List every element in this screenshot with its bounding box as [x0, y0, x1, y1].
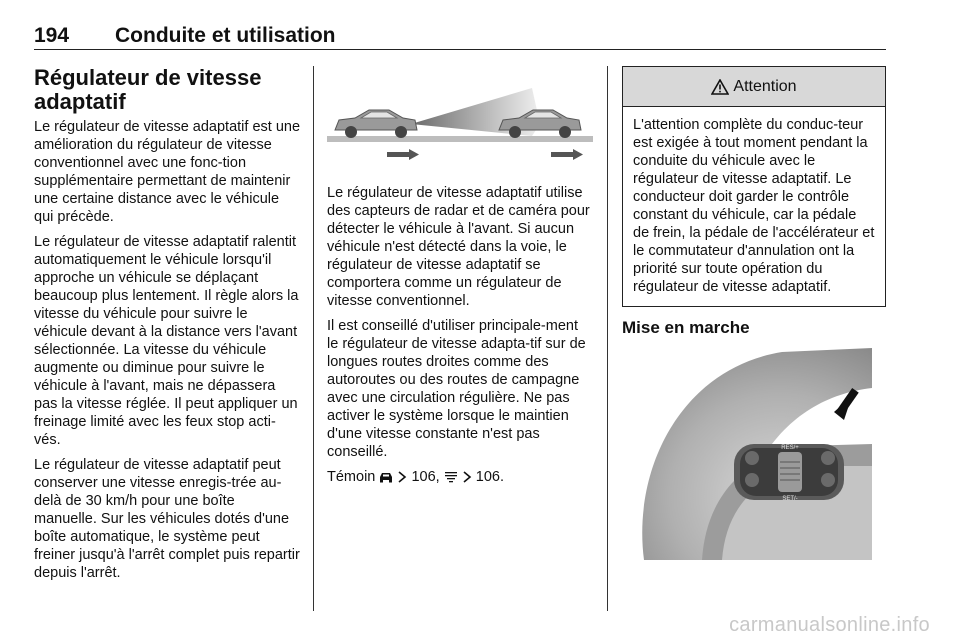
- res-label: RES/+: [781, 445, 799, 451]
- temoin-label: Témoin: [327, 469, 376, 485]
- distance-button[interactable]: [821, 451, 835, 465]
- attention-text: L'attention complète du conduc-teur est exigée à tout moment pendant la conduite du véhicule avec le régulateur de vitesse adaptatif. Le conducteur doit garder le contrôle constant du véhicule, car la pédale de frein, la pédale de l'accélérateur et le commutateur d'annulation ont la priorité sur toute opération du régulateur de vitesse adaptatif.: [633, 117, 875, 295]
- direction-arrow: [551, 149, 583, 160]
- adaptive-cruise-illustration: [327, 66, 593, 172]
- paragraph: Le régulateur de vitesse adaptatif ralentit automatiquement le véhicule lorsqu'il approche un véhicule se déplaçant beaucoup plus lentement. Il règle alors la vitesse du véhicule pour suivre le véhicule devant à la distance vers l'avant sélectionnée. La vitesse du véhicule augmente ou diminue pour suivre le véhicule à l'avant, mais ne dépassera pas la vitesse réglée. Il peut appliquer un freinage limité avec les feux stop acti-vés.: [34, 234, 299, 448]
- set-label: SET/-: [782, 496, 798, 502]
- attention-header: [623, 67, 885, 107]
- steering-wheel-controls-drawing: [622, 348, 872, 560]
- article-heading: Régulateur de vitesse adaptatif: [34, 65, 262, 114]
- reference[interactable]: 106,: [411, 469, 440, 485]
- car-icon: [379, 471, 393, 483]
- subheading: Mise en marche: [622, 318, 750, 337]
- column-2: [327, 66, 593, 493]
- reference-arrow-icon: [397, 471, 407, 483]
- ego-car: [335, 110, 417, 138]
- temoin-line: [327, 468, 593, 486]
- column-divider: [313, 66, 314, 611]
- watermark: carmanualsonline.info: [729, 614, 930, 636]
- column-divider: [607, 66, 608, 611]
- radar-cars-drawing: [327, 66, 593, 172]
- column-3: [622, 66, 886, 560]
- page-header: [34, 20, 886, 50]
- warning-triangle-icon: [711, 79, 729, 95]
- paragraph: Le régulateur de vitesse adaptatif utilise des capteurs de radar et de caméra pour détecter le véhicule à l'avant. Si aucun véhicule n'est détecté dans la voie, le régulateur de vitesse adaptatif se comportera comme un régulateur de vitesse conventionnel.: [327, 185, 590, 309]
- limiter-button[interactable]: [745, 473, 759, 487]
- paragraph: Le régulateur de vitesse adaptatif peut conserver une vitesse enregis-trée au-delà de 30 km/h pour une boîte manuelle. Sur les véhicules dotés d'une boîte automatique, le système peut freiner jusqu'à l'arrêt complet puis repartir depuis l'arrêt.: [34, 457, 300, 581]
- res-set-rocker[interactable]: [778, 452, 802, 492]
- column-1: [34, 66, 300, 589]
- attention-box: [622, 66, 886, 307]
- reference-arrow-icon: [462, 471, 472, 483]
- page-number: 194: [34, 24, 70, 47]
- distance-icon: [444, 471, 458, 483]
- cancel-button[interactable]: [821, 473, 835, 487]
- paragraph: Le régulateur de vitesse adaptatif est une amélioration du régulateur de vitesse conventionnel avec une fonc-tion supplémentaire permettant de maintenir une certaine distance avec le véhicule qui précède.: [34, 119, 301, 225]
- reference[interactable]: 106.: [475, 469, 505, 485]
- attention-body: [623, 107, 885, 306]
- attention-title: Attention: [733, 77, 797, 95]
- direction-arrow: [387, 149, 419, 160]
- section-title: Conduite et utilisation: [115, 24, 336, 47]
- paragraph: Il est conseillé d'utiliser principale-ment le régulateur de vitesse adapta-tif sur de longues routes droites comme des autoroutes ou des routes de campagne avec une circulation régulière. Ne pas activer le système lorsque le maintien d'une vitesse constante n'est pas conseillé.: [327, 318, 586, 460]
- cruise-button[interactable]: [745, 451, 759, 465]
- steering-wheel-illustration: [622, 348, 872, 560]
